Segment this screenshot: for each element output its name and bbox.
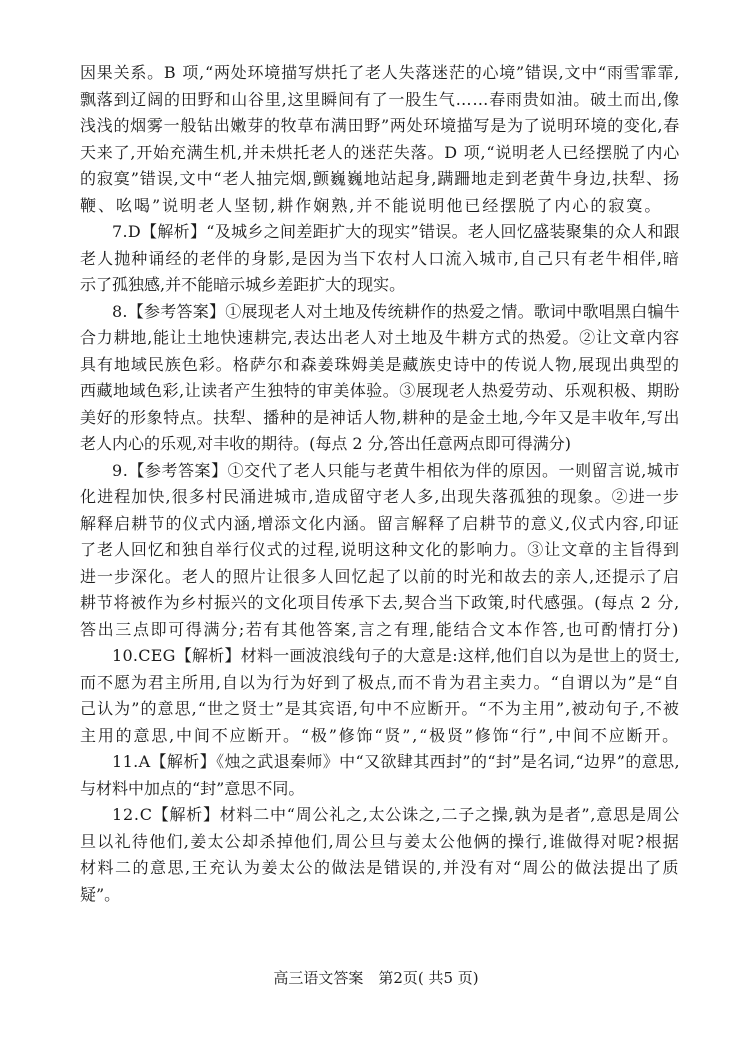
text-line: 因果关系。B 项,“两处环境描写烘托了老人失落迷茫的心境”错误,文中“雨雪霏霏,: [80, 63, 680, 82]
text-line: 主用的意思,中间不应断开。“极”修饰“贤”,“极贤”修饰“行”,中间不应断开。: [80, 725, 680, 745]
text-line: 解释启耕节的仪式内涵,增添文化内涵。留言解释了启耕节的意义,仪式内容,印证: [80, 513, 680, 533]
page-footer: 高三语文答案 第2页( 共5 页): [273, 969, 479, 987]
text-line: 耕节将被作为乡村振兴的文化项目传承下去,契合当下政策,时代感强。(每点 2 分,: [80, 593, 680, 612]
text-line: 浅浅的烟雾一般钻出嫩芽的牧草布满田野”两处环境描写是为了说明环境的变化,春: [80, 116, 680, 135]
text-line: 7.D【解析】“及城乡之间差距扩大的现实”错误。老人回忆盛装聚集的众人和跟: [112, 222, 680, 241]
text-line: 西藏地域色彩,让读者产生独特的审美体验。③展现老人热爱劳动、乐观积极、期盼: [80, 381, 680, 400]
text-line: 11.A【解析】《烛之武退秦师》中“又欲肆其西封”的“封”是名词,“边界”的意思,: [112, 752, 680, 771]
text-line: 化进程加快,很多村民涌进城市,造成留守老人多,出现失落孤独的现象。②进一步: [80, 487, 680, 506]
text-line: 己认为”的意思,“世之贤士”是其宾语,句中不应断开。“不为主用”,被动句子,不被: [80, 699, 680, 718]
text-line: 与材料中加点的“封”意思不同。: [80, 778, 305, 798]
text-line: 旦以礼待他们,姜太公却杀掉他们,周公旦与姜太公他俩的操行,谁做得对呢?根据: [80, 831, 680, 851]
text-line: 的寂寞”错误,文中“老人抽完烟,颤巍巍地站起身,蹒跚地走到老黄牛身边,扶犁、扬: [80, 169, 680, 188]
text-line: 9.【参考答案】①交代了老人只能与老黄牛相依为伴的原因。一则留言说,城市: [112, 460, 680, 480]
text-line: 材料二的意思,王充认为姜太公的做法是错误的,并没有对“周公的做法提出了质: [80, 858, 680, 877]
text-line: 进一步深化。老人的照片让很多人回忆起了以前的时光和故去的亲人,还提示了启: [80, 566, 680, 586]
text-line: 美好的形象特点。扶犁、播种的是神话人物,耕种的是金土地,今年又是丰收年,写出: [80, 407, 680, 427]
text-line: 而不愿为君主所用,自以为行为好到了极点,而不肯为君主卖力。“自谓以为”是“自: [80, 672, 680, 692]
answer-text-body: [80, 60, 680, 908]
text-line: 老人抛种诵经的老伴的身影,是因为当下农村人口流入城市,自己只有老牛相伴,暗: [80, 248, 680, 268]
text-line: 10.CEG【解析】材料一画波浪线句子的大意是:这样,他们自以为是世上的贤士,: [112, 646, 680, 665]
text-line: 鞭、吆喝”说明老人坚韧,耕作娴熟,并不能说明他已经摆脱了内心的寂寞。: [80, 195, 663, 215]
text-line: 示了孤独感,并不能暗示城乡差距扩大的现实。: [80, 275, 406, 294]
text-line: 老人内心的乐观,对丰收的期待。(每点 2 分,答出任意两点即可得满分): [80, 434, 572, 453]
text-line: 8.【参考答案】①展现老人对土地及传统耕作的热爱之情。歌词中歌唱黑白犏牛: [112, 301, 680, 321]
text-line: 疑”。: [80, 884, 121, 904]
text-line: 天来了,开始充满生机,并未烘托老人的迷茫失落。D 项,“说明老人已经摆脱了内心: [80, 142, 680, 162]
text-line: 答出三点即可得满分;若有其他答案,言之有理,能结合文本作答,也可酌情打分): [80, 619, 680, 639]
text-line: 了老人回忆和独自举行仪式的过程,说明这种文化的影响力。③让文章的主旨得到: [80, 540, 680, 559]
text-line: 飘落到辽阔的田野和山谷里,这里瞬间有了一股生气……春雨贵如油。破土而出,像: [80, 89, 680, 109]
text-line: 12.C【解析】材料二中“周公礼之,太公诛之,二子之操,孰为是者”,意思是周公: [112, 805, 680, 824]
text-line: 具有地域民族色彩。格萨尔和森姜珠姆美是藏族史诗中的传说人物,展现出典型的: [80, 354, 680, 374]
text-line: 合力耕地,能让土地快速耕完,表达出老人对土地及牛耕方式的热爱。②让文章内容: [80, 328, 680, 347]
